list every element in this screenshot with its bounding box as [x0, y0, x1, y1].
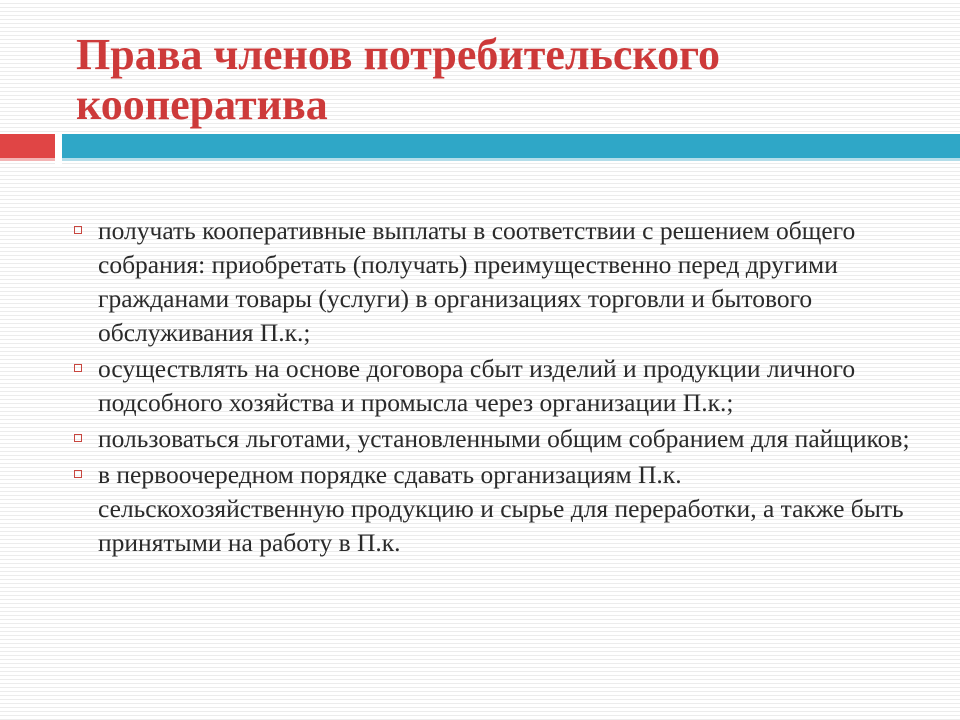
hollow-square-icon	[74, 434, 82, 442]
bullet-text: осуществлять на основе договора сбыт изделий и продукции личного подсобного хозяйства и промысла через организации П.к.;	[98, 354, 856, 417]
slide-title: Права членов потребительского кооператива	[76, 30, 721, 129]
hollow-square-icon	[74, 364, 82, 372]
title-accent-bar	[0, 134, 960, 164]
bullet-list	[72, 214, 922, 562]
bullet-item	[72, 458, 922, 560]
bullet-item	[72, 352, 922, 420]
accent-red-block	[0, 134, 55, 161]
accent-gap	[55, 134, 62, 164]
bullet-text: в первоочередном порядке сдавать организациям П.к. сельскохозяйственную продукцию и сырье для переработки, а также быть принятыми на работу в П.к.	[98, 460, 904, 557]
hollow-square-icon	[74, 470, 82, 478]
bullet-item	[72, 422, 922, 456]
bullet-text: получать кооперативные выплаты в соответствии с решением общего собрания: приобретать (получать) преимущественно перед другими гражданами товары (услуги) в организациях торговли и бытового обслуживания П.к.;	[98, 216, 856, 347]
bullet-item	[72, 214, 922, 350]
accent-blue-stripe	[62, 134, 960, 161]
hollow-square-icon	[74, 226, 82, 234]
bullet-text: пользоваться льготами, установленными общим собранием для пайщиков;	[98, 424, 910, 453]
